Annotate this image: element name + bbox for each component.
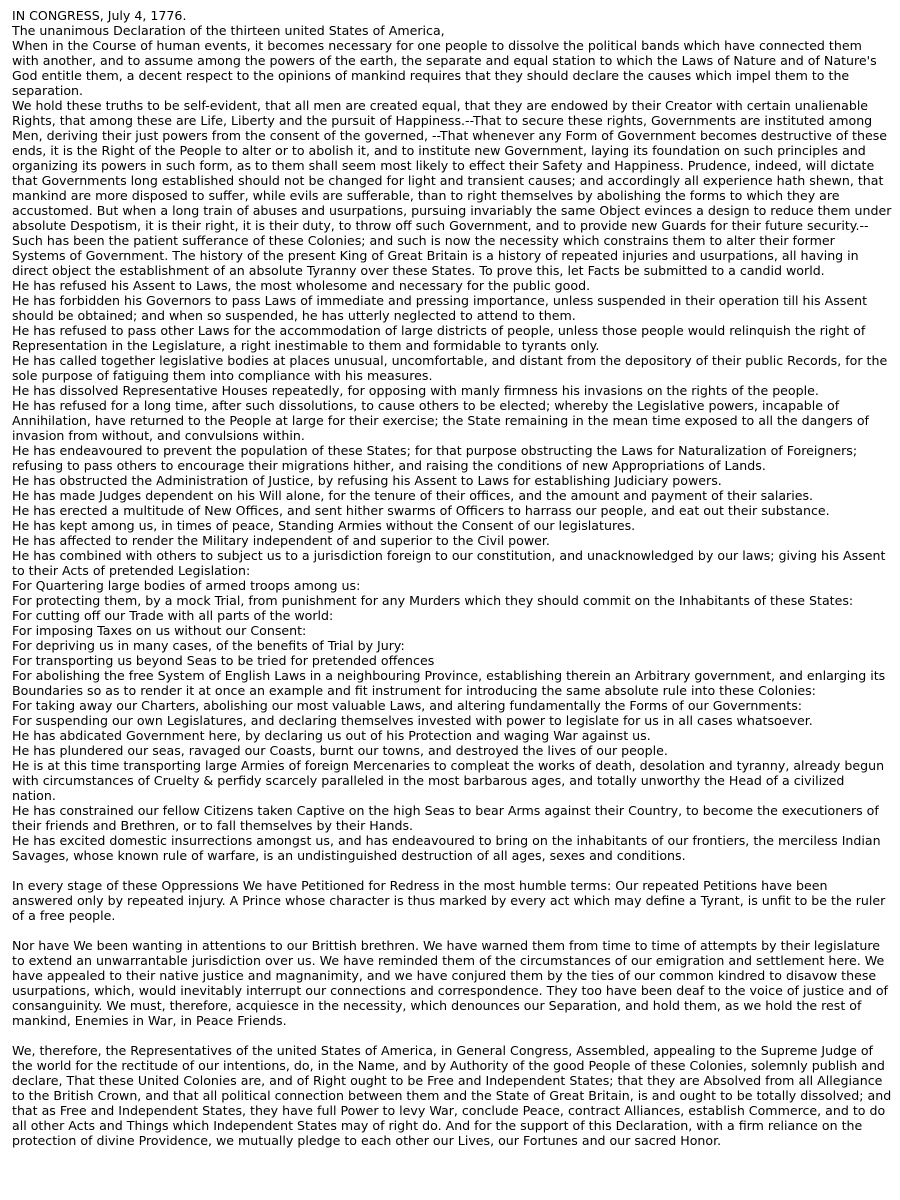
paragraph-spacer xyxy=(12,923,892,938)
grievance-item: He has forbidden his Governors to pass Laws of immediate and pressing importance, unless suspended in their operation till his Assent should be obtained; and when so suspended, he has utterly neglected to attend to them. xyxy=(12,293,868,323)
paragraph-spacer xyxy=(12,863,892,878)
grievance-item: He has affected to render the Military independent of and superior to the Civil power. xyxy=(12,533,550,548)
grievance-item: For abolishing the free System of English Laws in a neighbouring Province, establishing therein an Arbitrary government, and enlarging its Boundaries so as to render it at once an example and fit instrument for introducing the same absolute rule into these Colonies: xyxy=(12,668,886,698)
petitions-paragraph: In every stage of these Oppressions We have Petitioned for Redress in the most humble terms: Our repeated Petitions have been answered only by repeated injury. A Prince whose character is thus marked by every act which may define a Tyrant, is unfit to be the ruler of a free people. xyxy=(12,878,886,923)
grievance-item: For depriving us in many cases, of the benefits of Trial by Jury: xyxy=(12,638,405,653)
grievance-item: He has dissolved Representative Houses repeatedly, for opposing with manly firmness his invasions on the rights of the people. xyxy=(12,383,819,398)
grievance-item: He has erected a multitude of New Offices, and sent hither swarms of Officers to harrass our people, and eat out their substance. xyxy=(12,503,830,518)
grievance-item: For suspending our own Legislatures, and declaring themselves invested with power to legislate for us in all cases whatsoever. xyxy=(12,713,813,728)
dateline: IN CONGRESS, July 4, 1776. xyxy=(12,8,187,23)
grievance-item: He has refused his Assent to Laws, the most wholesome and necessary for the public good. xyxy=(12,278,591,293)
grievance-item: He has combined with others to subject us to a jurisdiction foreign to our constitution, and unacknowledged by our laws; giving his Assent to their Acts of pretended Legislation: xyxy=(12,548,886,578)
paragraph-spacer xyxy=(12,1028,892,1043)
grievance-item: He has refused to pass other Laws for the accommodation of large districts of people, unless those people would relinquish the right of Representation in the Legislature, a right inestimable to them and formidable to tyrants only. xyxy=(12,323,866,353)
grievance-item: He has plundered our seas, ravaged our Coasts, burnt our towns, and destroyed the lives of our people. xyxy=(12,743,668,758)
grievance-item: For imposing Taxes on us without our Consent: xyxy=(12,623,307,638)
rights-paragraph: We hold these truths to be self-evident, that all men are created equal, that they are endowed by their Creator with certain unalienable Rights, that among these are Life, Liberty and the pursuit of Happiness.--That to secure these rights, Governments are instituted among Men, deriving their just powers from the consent of the governed, --That whenever any Form of Government becomes destructive of these ends, it is the Right of the People to alter or to abolish it, and to institute new Government, laying its foundation on such principles and organizing its powers in such form, as to them shall seem most likely to effect their Safety and Happiness. Prudence, indeed, will dictate that Governments long established should not be changed for light and transient causes; and accordingly all experience hath shewn, that mankind are more disposed to suffer, while evils are sufferable, than to right themselves by abolishing the forms to which they are accustomed. But when a long train of abuses and usurpations, pursuing invariably the same Object evinces a design to reduce them under absolute Despotism, it is their right, it is their duty, to throw off such Government, and to provide new Guards for their future security.--Such has been the patient sufferance of these Colonies; and such is now the necessity which constrains them to alter their former Systems of Government. The history of the present King of Great Britain is a history of repeated injuries and usurpations, all having in direct object the establishment of an absolute Tyranny over these States. To prove this, let Facts be submitted to a candid world. xyxy=(12,98,892,278)
grievance-item: He has made Judges dependent on his Will alone, for the tenure of their offices, and the amount and payment of their salaries. xyxy=(12,488,814,503)
preamble-paragraph: When in the Course of human events, it becomes necessary for one people to dissolve the political bands which have connected them with another, and to assume among the powers of the earth, the separate and equal station to which the Laws of Nature and of Nature's God entitle them, a decent respect to the opinions of mankind requires that they should declare the causes which impel them to the separation. xyxy=(12,38,877,98)
grievance-item: For Quartering large bodies of armed troops among us: xyxy=(12,578,361,593)
grievance-item: He has refused for a long time, after such dissolutions, to cause others to be elected; whereby the Legislative powers, incapable of Annihilation, have returned to the People at large for their exercise; the State remaining in the mean time exposed to all the dangers of invasion from without, and convulsions within. xyxy=(12,398,869,443)
document-title: The unanimous Declaration of the thirteen united States of America, xyxy=(12,23,445,38)
grievance-item: He has kept among us, in times of peace, Standing Armies without the Consent of our legislatures. xyxy=(12,518,636,533)
conclusion-paragraph: We, therefore, the Representatives of the united States of America, in General Congress, Assembled, appealing to the Supreme Judge of the world for the rectitude of our intentions, do, in the Name, and by Authority of the good People of these Colonies, solemnly publish and declare, That these United Colonies are, and of Right ought to be Free and Independent States; that they are Absolved from all Allegiance to the British Crown, and that all political connection between them and the State of Great Britain, is and ought to be totally dissolved; and that as Free and Independent States, they have full Power to levy War, conclude Peace, contract Alliances, establish Commerce, and to do all other Acts and Things which Independent States may of right do. And for the support of this Declaration, with a firm reliance on the protection of divine Providence, we mutually pledge to each other our Lives, our Fortunes and our sacred Honor. xyxy=(12,1043,892,1148)
grievance-item: He has endeavoured to prevent the population of these States; for that purpose obstructing the Laws for Naturalization of Foreigners; refusing to pass others to encourage their migrations hither, and raising the conditions of new Appropriations of Lands. xyxy=(12,443,858,473)
grievance-item: He has obstructed the Administration of Justice, by refusing his Assent to Laws for establishing Judiciary powers. xyxy=(12,473,722,488)
grievance-item: For transporting us beyond Seas to be tried for pretended offences xyxy=(12,653,435,668)
grievance-item: For taking away our Charters, abolishing our most valuable Laws, and altering fundamentally the Forms of our Governments: xyxy=(12,698,803,713)
grievance-item: He has constrained our fellow Citizens taken Captive on the high Seas to bear Arms against their Country, to become the executioners of their friends and Brethren, or to fall themselves by their Hands. xyxy=(12,803,879,833)
document-body xyxy=(12,8,892,1148)
grievance-item: For cutting off our Trade with all parts of the world: xyxy=(12,608,334,623)
grievance-item: He has abdicated Government here, by declaring us out of his Protection and waging War against us. xyxy=(12,728,651,743)
grievance-item: He is at this time transporting large Armies of foreign Mercenaries to compleat the works of death, desolation and tyranny, already begun with circumstances of Cruelty & perfidy scarcely paralleled in the most barbarous ages, and totally unworthy the Head of a civilized nation. xyxy=(12,758,885,803)
grievance-item: For protecting them, by a mock Trial, from punishment for any Murders which they should commit on the Inhabitants of these States: xyxy=(12,593,854,608)
grievance-item: He has excited domestic insurrections amongst us, and has endeavoured to bring on the inhabitants of our frontiers, the merciless Indian Savages, whose known rule of warfare, is an undistinguished destruction of all ages, sexes and conditions. xyxy=(12,833,881,863)
grievance-list xyxy=(12,278,892,863)
grievance-item: He has called together legislative bodies at places unusual, uncomfortable, and distant from the depository of their public Records, for the sole purpose of fatiguing them into compliance with his measures. xyxy=(12,353,888,383)
brethren-paragraph: Nor have We been wanting in attentions to our Brittish brethren. We have warned them from time to time of attempts by their legislature to extend an unwarrantable jurisdiction over us. We have reminded them of the circumstances of our emigration and settlement here. We have appealed to their native justice and magnanimity, and we have conjured them by the ties of our common kindred to disavow these usurpations, which, would inevitably interrupt our connections and correspondence. They too have been deaf to the voice of justice and of consanguinity. We must, therefore, acquiesce in the necessity, which denounces our Separation, and hold them, as we hold the rest of mankind, Enemies in War, in Peace Friends. xyxy=(12,938,888,1028)
